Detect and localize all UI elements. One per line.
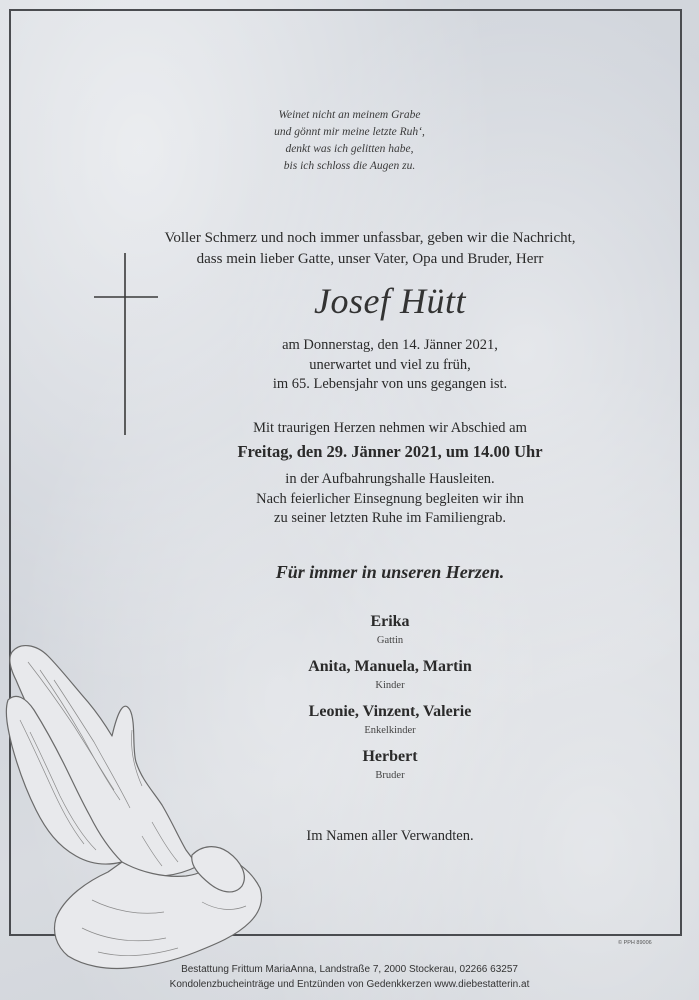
motto: Für immer in unseren Herzen.: [275, 562, 505, 582]
deceased-name: Josef Hütt: [314, 281, 466, 321]
copyright-mark: © PPH 89006: [618, 940, 652, 946]
poem-line: denkt was ich gelitten habe,: [285, 143, 414, 155]
mourner-name: Erika: [370, 613, 410, 630]
mourner-relation: Kinder: [375, 680, 405, 691]
funeral-date-time: Freitag, den 29. Jänner 2021, um 14.00 Uhr: [237, 442, 543, 461]
mourner-name: Herbert: [362, 748, 418, 765]
poem-line: bis ich schloss die Augen zu.: [283, 160, 416, 172]
footer-address: Bestattung Frittum MariaAnna, Landstraße 7, 2000 Stockerau, 02266 63257: [181, 964, 518, 975]
footer: [0, 962, 699, 992]
funeral-location: [70, 470, 699, 529]
mourner-name: Anita, Manuela, Martin: [308, 658, 472, 675]
location-line: in der Aufbahrungshalle Hausleiten.: [285, 471, 495, 487]
poem-line: und gönnt mir meine letzte Ruh‘,: [274, 126, 425, 138]
closing-text: Im Namen aller Verwandten.: [306, 828, 474, 844]
mourner-name: Leonie, Vinzent, Valerie: [308, 703, 472, 720]
death-line: unerwartet und viel zu früh,: [309, 356, 471, 373]
footer-website: Kondolenzbucheinträge und Entzünden von Gedenkkerzen www.diebestatterin.at: [169, 979, 530, 990]
death-line: im 65. Lebensjahr von uns gegangen ist.: [272, 376, 508, 392]
announcement-intro: [50, 228, 690, 270]
mourner-relation: Enkelkinder: [364, 725, 416, 736]
death-details: [70, 336, 699, 395]
mourner-relation: Gattin: [376, 635, 404, 646]
location-line: Nach feierlicher Einsegnung begleiten wir ihn: [256, 490, 524, 507]
intro-line: dass mein lieber Gatte, unser Vater, Opa und Bruder, Herr: [196, 251, 544, 267]
poem-line: Weinet nicht an meinem Grabe: [278, 109, 421, 121]
death-line: am Donnerstag, den 14. Jänner 2021,: [282, 337, 498, 353]
praying-hands-icon: [2, 640, 267, 985]
poem: [0, 107, 699, 175]
intro-line: Voller Schmerz und noch immer unfassbar, geben wir die Nachricht,: [164, 230, 576, 246]
farewell-text: Mit traurigen Herzen nehmen wir Abschied am: [253, 420, 527, 436]
location-line: zu seiner letzten Ruhe im Familiengrab.: [274, 510, 506, 526]
mourner-relation: Bruder: [375, 770, 405, 781]
